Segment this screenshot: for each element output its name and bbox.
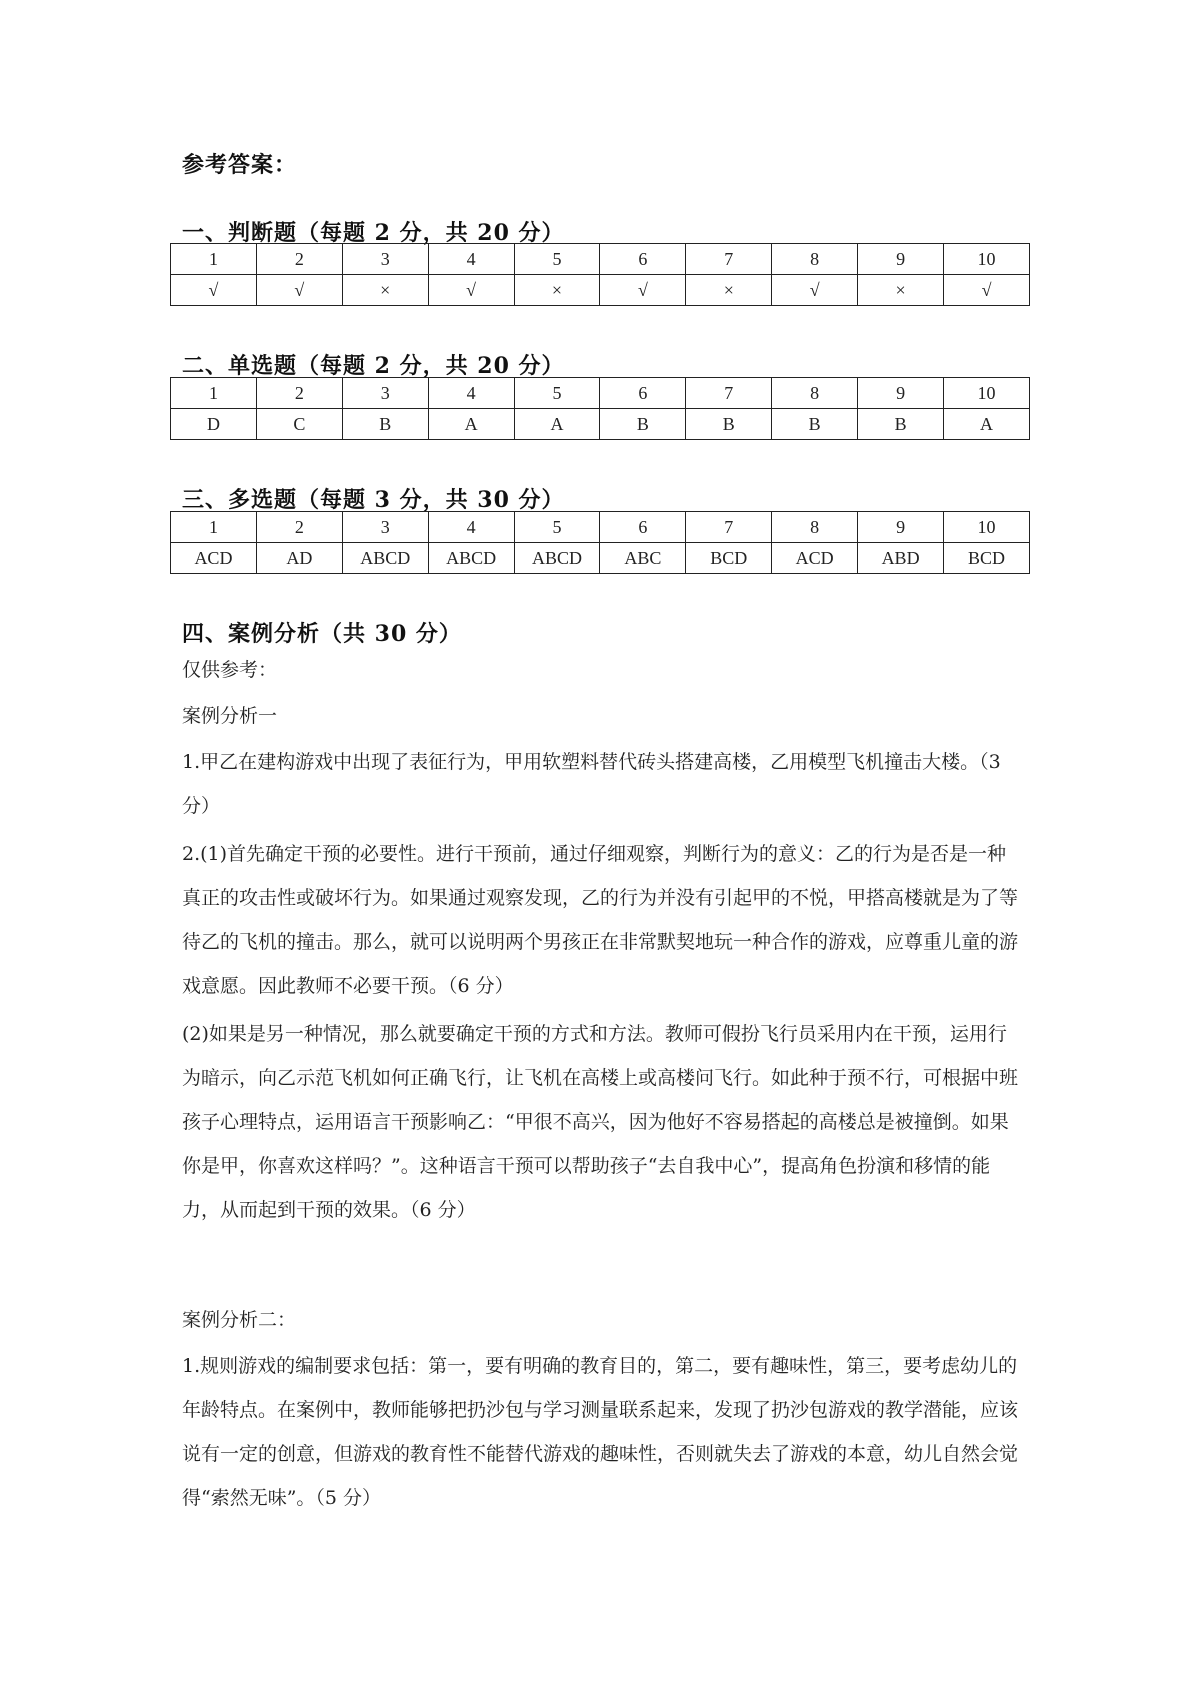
question-number-cell: 2 [256,378,342,409]
answer-cell: B [858,409,944,440]
answer-cell: √ [772,275,858,306]
question-number-cell: 1 [171,378,257,409]
answer-table-multiple-choice [170,511,1030,574]
question-number-cell: 2 [256,512,342,543]
question-number-cell: 7 [686,378,772,409]
answer-cell: A [514,409,600,440]
question-number-cell: 4 [428,244,514,275]
question-number-cell: 5 [514,378,600,409]
question-number-cell: 10 [944,512,1030,543]
answer-cell: √ [428,275,514,306]
case2-answer-1: 1.规则游戏的编制要求包括：第一，要有明确的教育目的，第二，要有趣味性，第三，要考虑幼儿的年龄特点。在案例中，教师能够把扔沙包与学习测量联系起来，发现了扔沙包游戏的教学潜能，应该说有一定的创意，但游戏的教育性不能替代游戏的趣味性，否则就失去了游戏的本意，幼儿自然会觉得“索然无味”。（5 分） [182,1355,1019,1509]
section-heading-case-analysis: 四、案例分析（共 30 分） [182,621,462,647]
section-heading-multiple-choice: 三、多选题（每题 3 分，共 30 分） [182,487,565,513]
table-row-answers [171,543,1030,574]
answer-cell: √ [171,275,257,306]
question-number-cell: 9 [858,244,944,275]
answer-table-single-choice [170,377,1030,440]
answer-cell: × [686,275,772,306]
question-number-cell: 4 [428,378,514,409]
answer-cell: × [514,275,600,306]
answer-cell: A [944,409,1030,440]
section-heading-single-choice: 二、单选题（每题 2 分，共 20 分） [182,353,565,379]
answer-cell: B [686,409,772,440]
answer-cell: B [600,409,686,440]
answer-cell: ABCD [342,543,428,574]
answer-cell: ACD [171,543,257,574]
answer-cell: ABCD [514,543,600,574]
question-number-cell: 8 [772,512,858,543]
page-title: 参考答案： [182,152,298,178]
question-number-cell: 9 [858,512,944,543]
answer-cell: ACD [772,543,858,574]
question-number-cell: 2 [256,244,342,275]
answer-cell: BCD [944,543,1030,574]
question-number-cell: 7 [686,244,772,275]
question-number-cell: 3 [342,244,428,275]
question-number-cell: 5 [514,512,600,543]
case2-title: 案例分析二： [182,1309,297,1331]
question-number-cell: 9 [858,378,944,409]
question-number-cell: 8 [772,244,858,275]
table-row-answers [171,409,1030,440]
answer-cell: C [256,409,342,440]
answer-cell: B [342,409,428,440]
answer-cell: × [858,275,944,306]
answer-cell: ABD [858,543,944,574]
question-number-cell: 6 [600,378,686,409]
answer-table-true-false [170,243,1030,306]
answer-cell: ABC [600,543,686,574]
answer-cell: B [772,409,858,440]
question-number-cell: 3 [342,512,428,543]
question-number-cell: 6 [600,244,686,275]
question-number-cell: 8 [772,378,858,409]
question-number-cell: 1 [171,512,257,543]
question-number-cell: 10 [944,244,1030,275]
case1-answer-1: 1.甲乙在建构游戏中出现了表征行为，甲用软塑料替代砖头搭建高楼，乙用模型飞机撞击大楼。（3 分） [182,751,1001,817]
question-number-cell: 6 [600,512,686,543]
case1-answer-2-part1: 2.(1)首先确定干预的必要性。进行干预前，通过仔细观察，判断行为的意义：乙的行为是否是一种真正的攻击性或破坏行为。如果通过观察发现，乙的行为并没有引起甲的不悦，甲搭高楼就是为了等待乙的飞机的撞击。那么，就可以说明两个男孩正在非常默契地玩一种合作的游戏，应尊重儿童的游戏意愿。因此教师不必要干预。（6 分） [182,843,1019,997]
question-number-cell: 1 [171,244,257,275]
table-row-question-numbers [171,378,1030,409]
question-number-cell: 3 [342,378,428,409]
table-row-question-numbers [171,244,1030,275]
question-number-cell: 5 [514,244,600,275]
answer-cell: D [171,409,257,440]
answer-cell: √ [944,275,1030,306]
table-row-answers [171,275,1030,306]
answer-cell: A [428,409,514,440]
question-number-cell: 10 [944,378,1030,409]
case1-answer-2-part2: (2)如果是另一种情况，那么就要确定干预的方式和方法。教师可假扮飞行员采用内在干预，运用行为暗示，向乙示范飞机如何正确飞行，让飞机在高楼上或高楼问飞行。如此种于预不行，可根据中班孩子心理特点，运用语言干预影响乙：“甲很不高兴，因为他好不容易搭起的高楼总是被撞倒。如果你是甲，你喜欢这样吗？”。这种语言干预可以帮助孩子“去自我中心”，提高角色扮演和移情的能力，从而起到干预的效果。（6 分） [182,1023,1019,1221]
answer-cell: AD [256,543,342,574]
case1-title: 案例分析一 [182,705,278,727]
table-row-question-numbers [171,512,1030,543]
reference-note: 仅供参考： [182,659,278,681]
question-number-cell: 7 [686,512,772,543]
answer-cell: √ [256,275,342,306]
answer-cell: BCD [686,543,772,574]
section-heading-true-false: 一、判断题（每题 2 分，共 20 分） [182,220,565,246]
answer-cell: × [342,275,428,306]
answer-cell: √ [600,275,686,306]
question-number-cell: 4 [428,512,514,543]
answer-cell: ABCD [428,543,514,574]
